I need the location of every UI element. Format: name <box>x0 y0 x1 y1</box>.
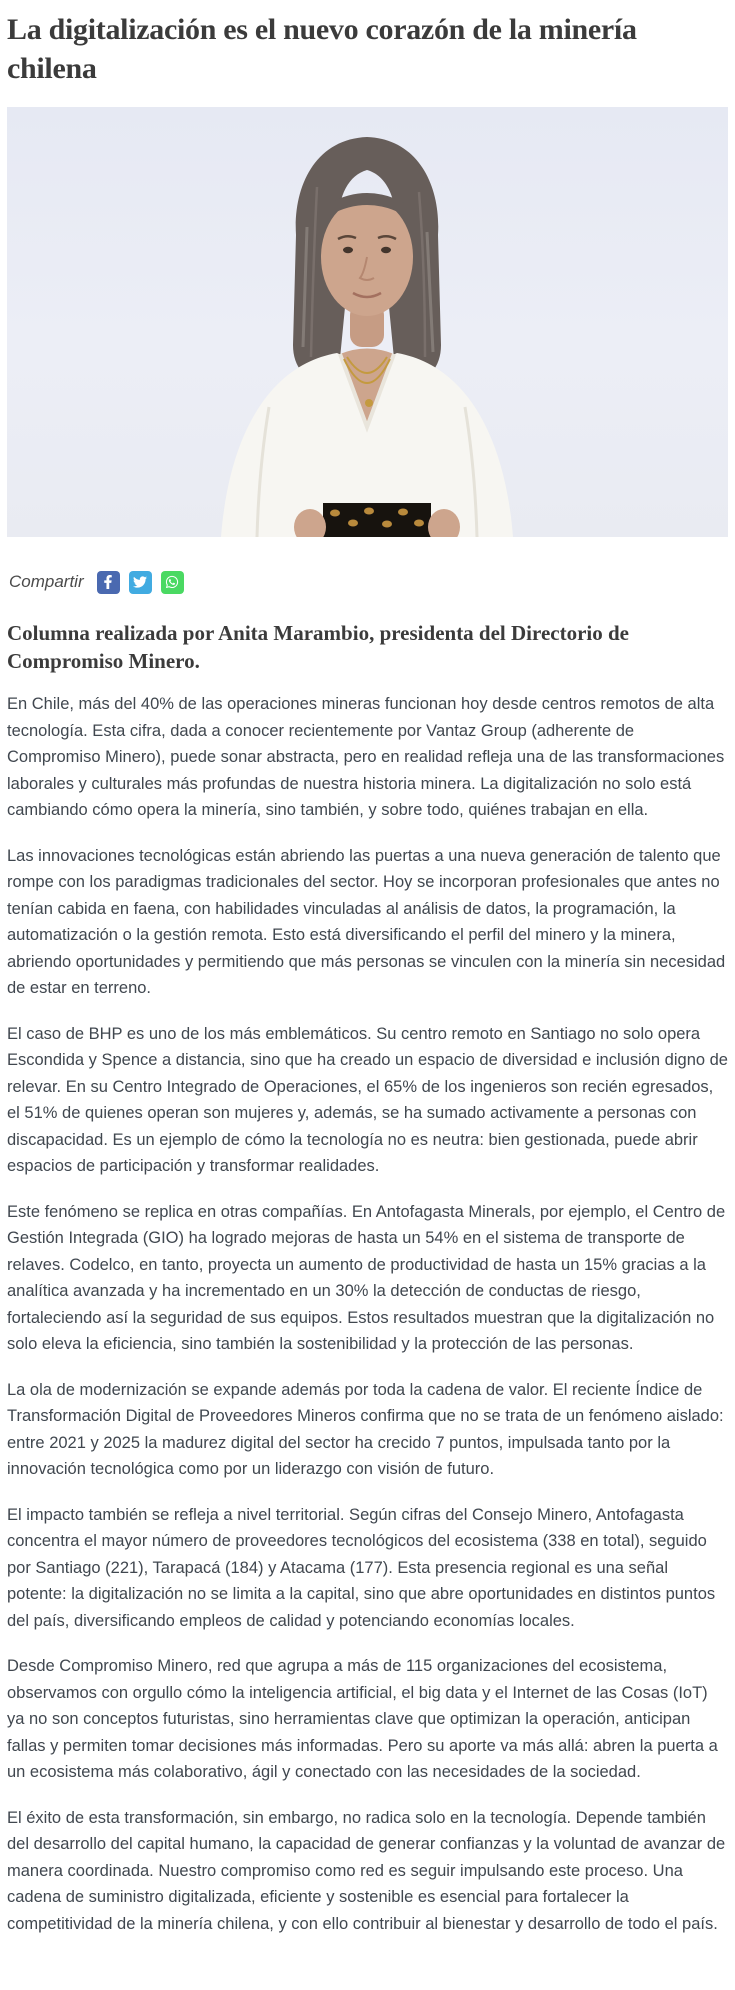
share-print-button[interactable] <box>195 569 223 595</box>
paragraph: El caso de BHP es uno de los más emblemáticos. Su centro remoto en Santiago no solo opera Escondida y Spence a distancia, sino que ha creado un espacio de diversidad e inclusión digno de relevar. En su Centro Integrado de Operaciones, el 65% de los ingenieros son recién egresados, el 51% de quienes operan son mujeres y, además, se ha sumado activamente a personas con discapacidad. Es un ejemplo de cómo la tecnología no es neutra: bien gestionada, puede abrir espacios de participación y transformar realidades. <box>7 1024 728 1175</box>
paragraph: La ola de modernización se expande además por toda la cadena de valor. El reciente Índice de Transformación Digital de Proveedores Mineros confirma que no se trata de un fenómeno aislado: entre 2021 y 2025 la madurez digital del sector ha crecido 7 puntos, impulsada tanto por la innovación tecnológica como por un liderazgo con visión de futuro. <box>7 1380 724 1478</box>
share-bar <box>9 569 728 595</box>
paragraph: En Chile, más del 40% de las operaciones mineras funcionan hoy desde centros remotos de alta tecnología. Esta cifra, dada a conocer recientemente por Vantaz Group (adherente de Compromiso Minero), puede sonar abstracta, pero en realidad refleja una de las transformaciones laborales y culturales más profundas de nuestra historia minera. La digitalización no solo está cambiando cómo opera la minería, sino también, y sobre todo, quiénes trabajan en ella. <box>7 695 725 819</box>
paragraph: Este fenómeno se replica en otras compañías. En Antofagasta Minerals, por ejemplo, el Centro de Gestión Integrada (GIO) ha logrado mejoras de hasta un 54% en el sistema de transporte de relaves. Codelco, en tanto, proyecta un aumento de productividad de hasta un 15% gracias a la analítica avanzada y ha incrementado en un 30% la detección de conductas de riesgo, fortaleciendo así la seguridad de sus equipos. Estos resultados muestran que la digitalización no solo eleva la eficiencia, sino también la sostenibilidad y la protección de las personas. <box>7 1202 726 1353</box>
whatsapp-icon <box>165 575 179 589</box>
article-body <box>7 691 728 1937</box>
article-photo <box>7 107 728 537</box>
share-twitter-button[interactable] <box>129 571 152 594</box>
paragraph: Desde Compromiso Minero, red que agrupa a más de 115 organizaciones del ecosistema, observamos con orgullo cómo la inteligencia artificial, el big data y el Internet de las Cosas (IoT) ya no son conceptos futuristas, sino herramientas clave que optimizan la operación, anticipan fallas y permiten tomar decisiones más informadas. Pero su aporte va más allá: abren la puerta a un ecosistema más colaborativo, ágil y conectado con las necesidades de la sociedad. <box>7 1657 718 1781</box>
share-whatsapp-button[interactable] <box>161 571 184 594</box>
paragraph: El éxito de esta transformación, sin embargo, no radica solo en la tecnología. Depende también del desarrollo del capital humano, la capacidad de generar confianzas y la voluntad de avanzar de manera coordinada. Nuestro compromiso como red es seguir impulsando este proceso. Una cadena de suministro digitalizada, eficiente y sostenible es esencial para fortalecer la competitividad de la minería chilena, y con ello contribuir al bienestar y desarrollo de todo el país. <box>7 1808 726 1933</box>
article-byline: Columna realizada por Anita Marambio, presidenta del Directorio de Compromiso Minero. <box>7 621 630 673</box>
share-label: Compartir <box>9 572 84 591</box>
twitter-icon <box>133 575 147 589</box>
printer-icon <box>196 570 222 594</box>
facebook-icon <box>101 575 115 589</box>
paragraph: Las innovaciones tecnológicas están abriendo las puertas a una nueva generación de talento que rompe con los paradigmas tradicionales del sector. Hoy se incorporan profesionales que antes no tenían cabida en faena, con habilidades vinculadas al análisis de datos, la programación, la automatización o la gestión remota. Esto está diversificando el perfil del minero y la minera, abriendo oportunidades y permitiendo que más personas se vinculen con la minería sin necesidad de estar en terreno. <box>7 846 726 997</box>
paragraph: El impacto también se refleja a nivel territorial. Según cifras del Consejo Minero, Antofagasta concentra el mayor número de proveedores tecnológicos del ecosistema (338 en total), seguido por Santiago (221), Tarapacá (184) y Atacama (177). Esta presencia regional es una señal potente: la digitalización no se limita a la capital, sino que abre oportunidades en distintos puntos del país, diversificando empleos de calidad y potenciando economías locales. <box>7 1505 716 1630</box>
portrait-photo-illustration <box>7 107 728 537</box>
article-title: La digitalización es el nuevo corazón de la minería chilena <box>7 13 637 85</box>
share-facebook-button[interactable] <box>97 571 120 594</box>
